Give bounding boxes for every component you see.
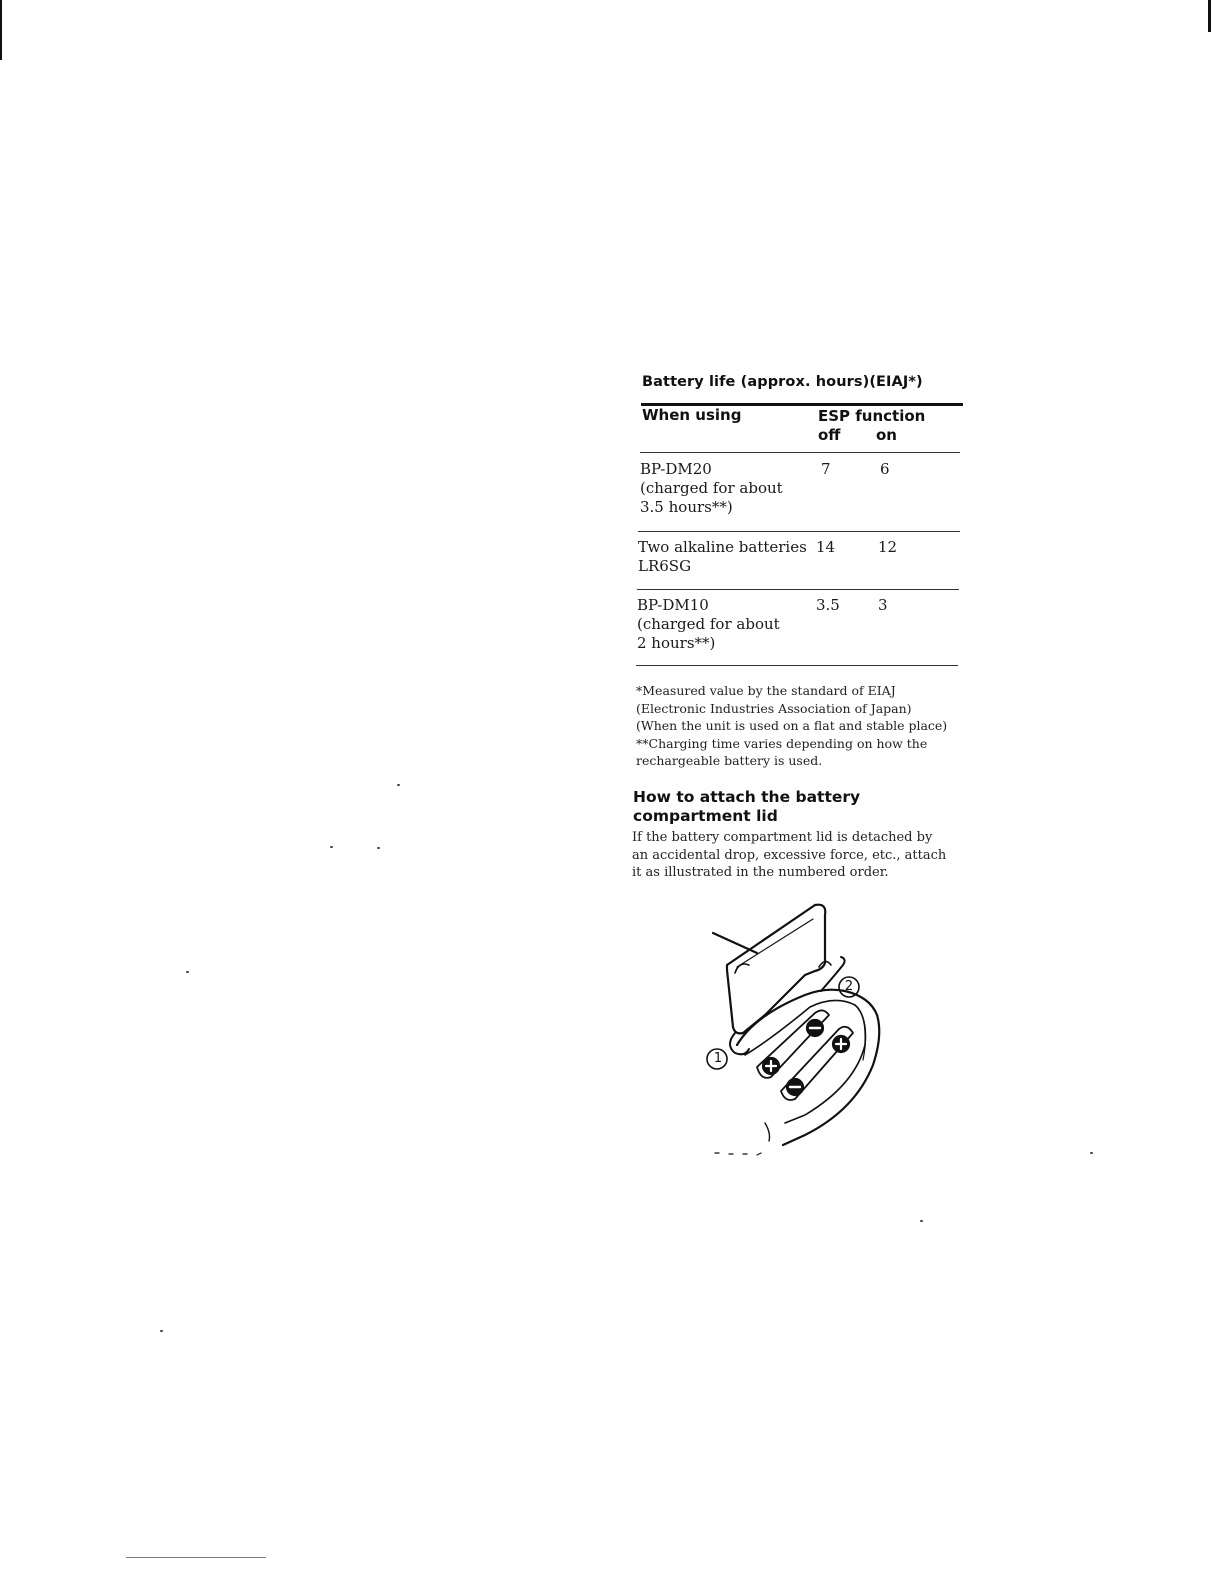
bottom-rule-line: [126, 1557, 266, 1558]
table-row-1-on: 6: [880, 460, 890, 478]
table-row-3-on: 3: [878, 596, 888, 614]
scan-speck: [330, 846, 333, 848]
step-2-label: 2: [844, 979, 854, 994]
table-row-label-line: (charged for about: [637, 615, 780, 633]
scan-speck: [920, 1220, 923, 1222]
table-row-1-off: 7: [821, 460, 831, 478]
column-header-esp-function: ESP function: [818, 407, 926, 425]
body-text-line: If the battery compartment lid is detached by: [632, 830, 933, 845]
table-rule: [638, 531, 960, 532]
column-header-when-using: When using: [642, 406, 742, 424]
subsection-body: [632, 829, 962, 882]
subsection-heading-line: compartment lid: [633, 807, 778, 825]
subsection-heading-line: How to attach the battery: [633, 788, 861, 806]
table-row-label-line: Two alkaline batteries: [638, 538, 807, 556]
table-row-label-line: 2 hours**): [637, 634, 716, 652]
footnote-line: **Charging time varies depending on how the: [636, 735, 928, 751]
footnotes: [636, 682, 966, 770]
footnote-line: *Measured value by the standard of EIAJ: [636, 683, 896, 698]
table-row-label-line: 3.5 hours**): [640, 498, 733, 516]
battery-compartment-illustration: [695, 895, 895, 1165]
table-row-1-label: [640, 460, 783, 517]
footnote-line: rechargeable battery is used.: [636, 753, 823, 768]
table-row-label-line: LR6SG: [638, 557, 692, 575]
table-row-2-label: [638, 538, 807, 576]
scan-speck: [160, 1330, 163, 1332]
scan-speck: [1090, 1152, 1093, 1154]
scan-speck: [186, 971, 189, 973]
body-text-line: it as illustrated in the numbered order.: [632, 865, 889, 880]
scan-edge-mark-right: [1208, 0, 1211, 32]
section-title: Battery life (approx. hours)(EIAJ*): [642, 374, 923, 390]
body-text-line: an accidental drop, excessive force, etc., attach: [632, 847, 947, 863]
column-header-off: off: [818, 426, 841, 444]
subsection-heading: [633, 788, 963, 826]
table-row-2-off: 14: [816, 538, 836, 556]
column-header-on: on: [876, 426, 897, 444]
footnote-line: (Electronic Industries Association of Japan): [636, 700, 912, 716]
table-row-label-line: (charged for about: [640, 479, 783, 497]
scan-edge-mark-left: [0, 0, 2, 60]
step-1-label: 1: [713, 1051, 723, 1066]
scan-speck: [397, 784, 400, 786]
table-row-label-line: BP-DM20: [640, 460, 712, 478]
table-bottom-rule: [636, 665, 958, 666]
table-rule: [637, 589, 959, 590]
table-row-label-line: BP-DM10: [637, 596, 709, 614]
table-row-2-on: 12: [878, 538, 898, 556]
table-row-3-off: 3.5: [816, 596, 840, 614]
footnote-line: (When the unit is used on a flat and stable place): [636, 718, 948, 733]
table-rule: [640, 452, 960, 453]
table-row-3-label: [637, 596, 780, 653]
scan-speck: [377, 847, 380, 849]
